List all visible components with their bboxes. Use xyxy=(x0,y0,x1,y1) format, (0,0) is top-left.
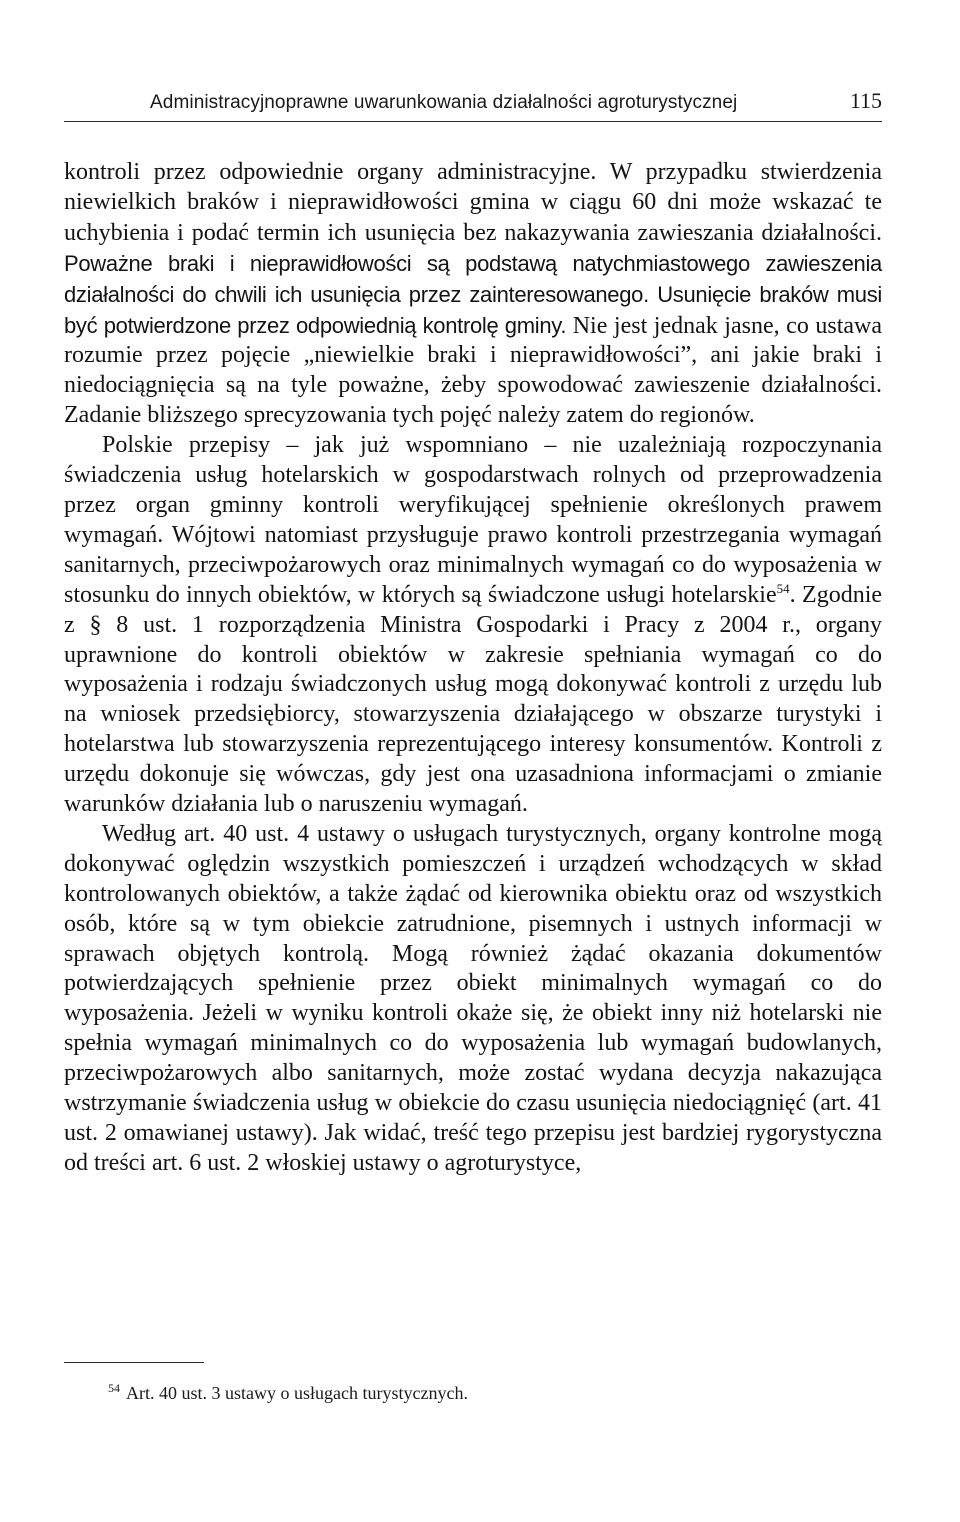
paragraph-3 xyxy=(64,820,882,1179)
paragraph-2-text-after-note: . Zgodnie z § 8 ust. 1 rozporządzenia Ministra Gospodarki i Pracy z 2004 r., organy uprawnione do kontroli obiektów w zakresie spełniania wymagań co do wyposażenia i rodzaju świadczonych usług mogą dokonywać kontroli z urzędu lub na wniosek przedsiębiorcy, stowarzyszenia działającego w obszarze turystyki i hotelarstwa lub stowarzyszenia reprezentującego interesy konsumentów. Kontroli z urzędu dokonuje się wówczas, gdy jest ona uzasadniona informacjami o zmianie warunków działania lub o naruszeniu wymagań. xyxy=(64,581,883,818)
paragraph-1 xyxy=(64,158,882,431)
running-header xyxy=(150,88,882,114)
footnote-reference[interactable]: 54 xyxy=(776,580,790,596)
paragraph-3-text: Według art. 40 ust. 4 ustawy o usługach turystycznych, organy kontrolne mogą dokonywać oględzin wszystkich pomieszczeń i urządzeń wchodzących w skład kontrolowanych obiektów, a także żądać od kierownika obiektu oraz od wszystkich osób, które są w tym obiekcie zatrudnione, pisemnych i ustnych informacji w sprawach objętych kontrolą. Mogą również żądać okazania dokumentów potwierdzających spełnienie przez obiekt minimalnych wymagań co do wyposażenia. Jeżeli w wyniku kontroli okaże się, że obiekt inny niż hotelarski nie spełnia wymagań minimalnych co do wyposażenia lub wymagań budowlanych, przeciwpożarowych albo sanitarnych, może zostać wydana decyzja nakazująca wstrzymanie świadczenia usług w obiekcie do czasu usunięcia niedociągnięć (art. 41 ust. 2 omawianej ustawy). Jak widać, treść tego przepisu jest bardziej rygorystyczna od treści art. 6 ust. 2 włoskiej ustawy o agroturystyce, xyxy=(64,820,882,1176)
running-header-title: Administracyjnoprawne uwarunkowania działalności agroturystycznej xyxy=(150,92,738,113)
footnote-rule xyxy=(64,1362,204,1363)
footnote xyxy=(108,1383,468,1404)
book-page xyxy=(64,0,882,1522)
footnote-text: Art. 40 ust. 3 ustawy o usługach turystycznych. xyxy=(126,1383,468,1403)
paragraph-2-text-before-note: Polskie przepisy – jak już wspomniano – nie uzależniają rozpoczynania świadczenia usług hotelarskich w gospodarstwach rolnych od przeprowadzenia przez organ gminny kontroli weryfikującej spełnienie określonych prawem wymagań. Wójtowi natomiast przysługuje prawo kontroli przestrzegania wymagań sanitarnych, przeciwpożarowych oraz minimalnych wymagań co do wyposażenia w stosunku do innych obiektów, w których są świadczone usługi hotelarskie xyxy=(64,432,882,608)
paragraph-2 xyxy=(64,431,882,820)
paragraph-1-serif-start: kontroli przez odpowiednie organy administracyjne. W przypadku stwierdzenia niewielkich braków i nieprawidłowości gmina w ciągu 60 dni może wskazać te uchybienia i podać termin ich usunięcia bez nakazywania zawieszania działalności. xyxy=(64,159,882,246)
header-rule xyxy=(64,121,882,122)
page-number: 115 xyxy=(849,88,882,113)
body-text xyxy=(64,158,882,1179)
paragraph-1-sans-middle: Poważne braki i nieprawidłowości są podstawą natychmiastowego zawieszenia działalności do chwili ich usunięcia przez zainteresowanego. Usunięcie braków musi być potwierdzone przez odpowiednią kontrolę gminy. xyxy=(64,250,882,338)
paragraph-1-serif-end: Nie jest jednak jasne, co ustawa rozumie przez pojęcie „niewielkie braki i nieprawidłowości”, ani jakie braki i niedociągnięcia są na tyle poważne, żeby spowodować zawieszenie działalności. Zadanie bliższego sprecyzowania tych pojęć należy zatem do regionów. xyxy=(64,312,883,429)
footnote-number: 54 xyxy=(108,1381,120,1395)
